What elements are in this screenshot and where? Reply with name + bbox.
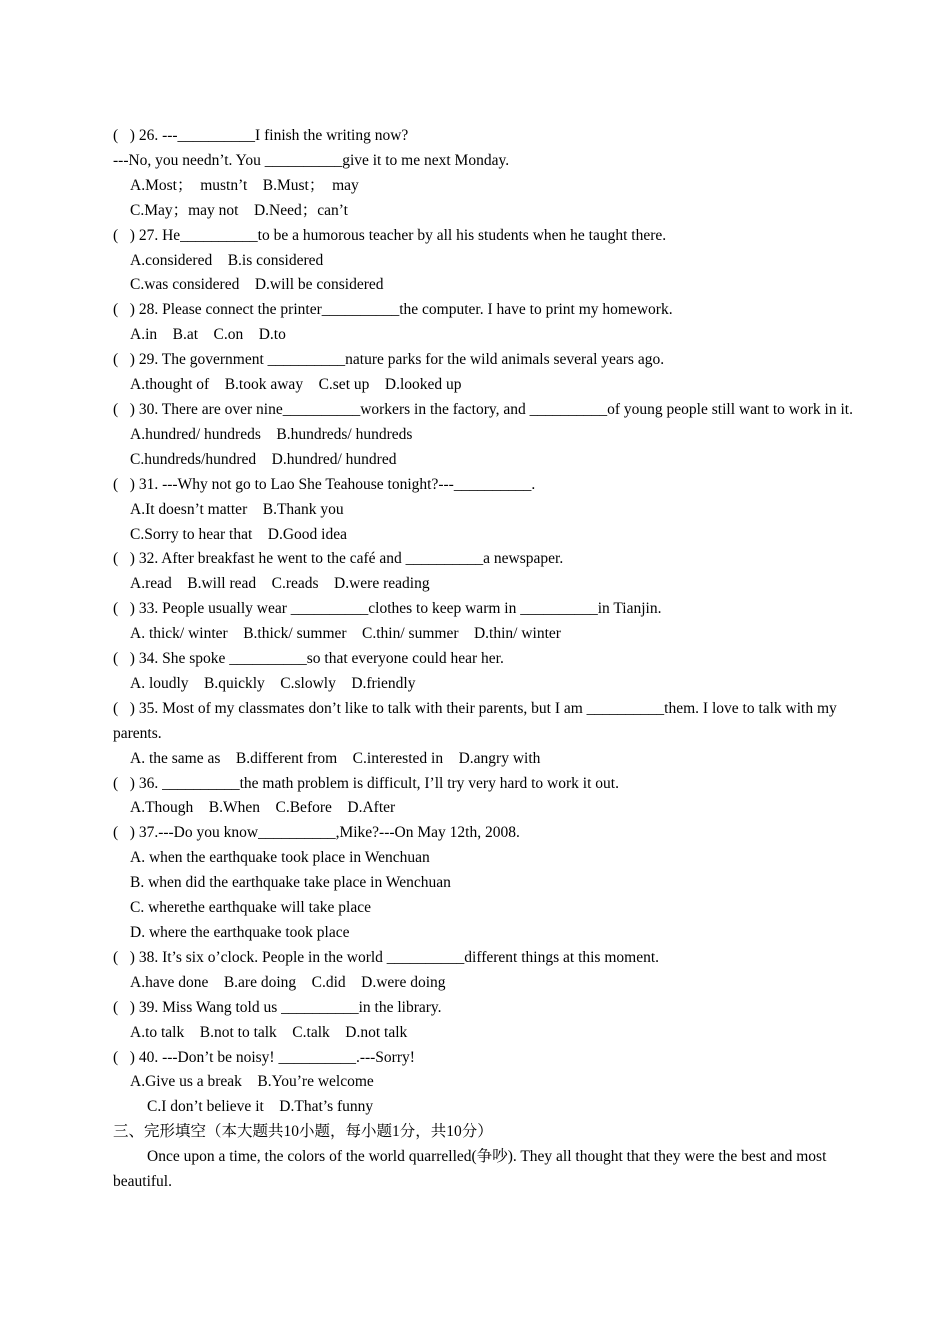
answer-options: A. thick/ winter B.thick/ summer C.thin/ summer D.thin/ winter [130,625,561,643]
question-27 [113,224,853,299]
answer-options: A.considered B.is considered [130,251,324,269]
question-stem: ( ) 29. The government __________nature parks for the wild animals several years ago. [113,351,665,369]
question-39 [113,996,853,1046]
answer-options: A.in B.at C.on D.to [130,326,286,344]
question-stem: ( ) 32. After breakfast he went to the café and __________a newspaper. [113,550,564,568]
answer-options: C.hundreds/hundred D.hundred/ hundred [130,450,397,468]
answer-option: A. when the earthquake took place in Wenchuan [130,849,430,867]
answer-options: C.May；may not D.Need；can’t [130,201,348,219]
answer-options: A. the same as B.different from C.interested in D.angry with [130,749,541,767]
question-stem: ( ) 37.---Do you know__________,Mike?---On May 12th, 2008. [113,824,520,842]
question-38 [113,946,853,996]
question-stem: ( ) 40. ---Don’t be noisy! __________.---Sorry! [113,1048,415,1066]
question-26 [113,124,853,224]
question-stem: ( ) 31. ---Why not go to Lao She Teahouse tonight?---__________. [113,475,536,493]
answer-options: C.was considered D.will be considered [130,276,384,294]
question-34 [113,647,853,697]
question-stem: ( ) 39. Miss Wang told us __________in the library. [113,998,442,1016]
question-33 [113,597,853,647]
answer-options: A.have done B.are doing C.did D.were doing [130,973,446,991]
answer-options: A.It doesn’t matter B.Thank you [130,500,344,518]
question-stem: ( ) 38. It’s six o’clock. People in the world __________different things at this moment. [113,948,660,966]
cloze-section [113,1120,853,1195]
answer-options: A.thought of B.took away C.set up D.looked up [130,376,462,394]
answer-options: C.Sorry to hear that D.Good idea [130,525,347,543]
cloze-paragraph: Once upon a time, the colors of the world quarrelled(争吵). They all thought that they were the best and most beautiful. [113,1148,827,1191]
section-heading: 三、完形填空（本大题共10小题，每小题1分，共10分） [113,1123,493,1141]
question-stem: ( ) 26. ---__________I finish the writing now? [113,127,409,144]
question-stem: ( ) 34. She spoke __________so that everyone could hear her. [113,650,504,668]
answer-option: C. wherethe earthquake will take place [130,899,371,917]
answer-options: A. loudly B.quickly C.slowly D.friendly [130,674,416,692]
answer-options: A.Though B.When C.Before D.After [130,799,396,817]
question-stem: ( ) 30. There are over nine__________workers in the factory, and __________of young people still want to work in it. [113,400,853,418]
question-36 [113,772,853,822]
answer-option: B. when did the earthquake take place in Wenchuan [130,874,451,892]
question-stem: ( ) 36. __________the math problem is difficult, I’ll try very hard to work it out. [113,774,619,792]
question-40 [113,1046,853,1121]
question-32 [113,547,853,597]
question-30 [113,398,853,473]
question-28 [113,298,853,348]
answer-options: A.hundred/ hundreds B.hundreds/ hundreds [130,425,413,443]
question-stem: ---No, you needn’t. You __________give it to me next Monday. [113,151,510,169]
answer-option: D. where the earthquake took place [130,924,350,941]
question-stem: ( ) 33. People usually wear __________clothes to keep warm in __________in Tianjin. [113,600,662,618]
question-37 [113,821,853,946]
question-31 [113,473,853,548]
answer-options: A.Give us a break B.You’re welcome [130,1073,374,1091]
question-stem: ( ) 28. Please connect the printer__________the computer. I have to print my homework. [113,301,673,319]
answer-options: C.I don’t believe it D.That’s funny [147,1098,374,1116]
answer-options: A.to talk B.not to talk C.talk D.not talk [130,1023,408,1041]
answer-options: A.Most； mustn’t B.Must； may [130,176,359,194]
question-stem: ( ) 35. Most of my classmates don’t like to talk with their parents, but I am __________them. I love to talk with my parents. [113,699,837,742]
question-35 [113,697,853,772]
question-29 [113,348,853,398]
exam-page [113,124,853,1195]
answer-options: A.read B.will read C.reads D.were reading [130,575,430,593]
question-stem: ( ) 27. He__________to be a humorous teacher by all his students when he taught there. [113,226,667,244]
